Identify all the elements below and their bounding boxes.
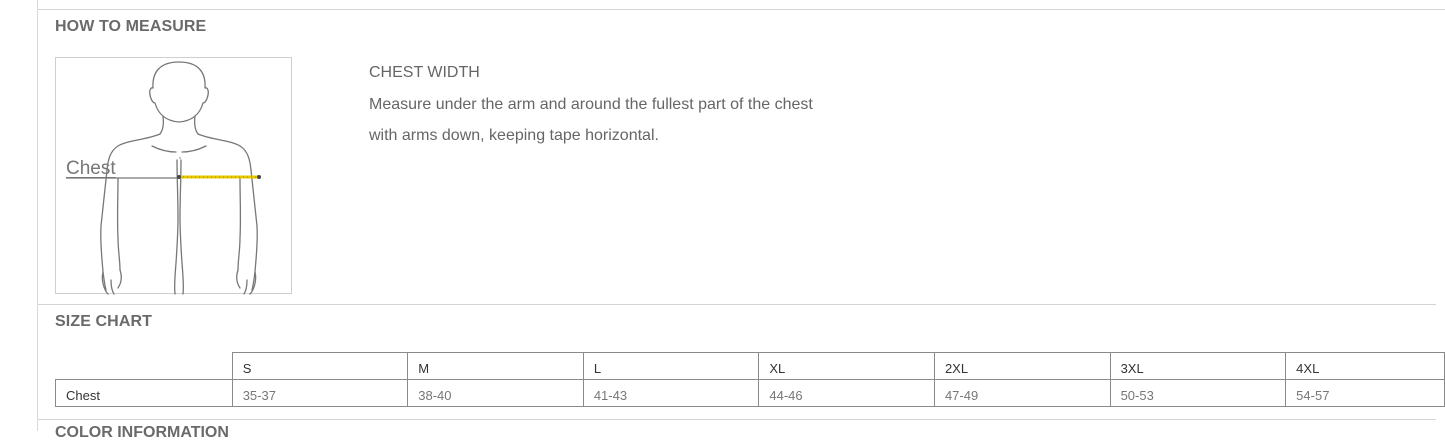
- instruction-line-1: Measure under the arm and around the fullest part of the chest: [369, 96, 813, 113]
- row-label-chest: Chest: [56, 380, 233, 407]
- table-row: [56, 380, 1445, 407]
- measure-title: CHEST WIDTH: [369, 64, 480, 81]
- chest-measure-figure: [55, 57, 292, 294]
- size-header-cell: 4XL: [1286, 353, 1445, 380]
- size-header-cell: L: [583, 353, 759, 380]
- chest-value-cell: 54-57: [1286, 380, 1445, 407]
- divider-top: [38, 9, 1445, 10]
- size-chart-table: [55, 352, 1445, 407]
- left-border: [37, 0, 38, 431]
- size-header-row: [56, 353, 1445, 380]
- divider-bottom: [38, 419, 1436, 420]
- chest-value-cell: 41-43: [583, 380, 759, 407]
- size-header-cell: M: [408, 353, 584, 380]
- chest-value-cell: 47-49: [934, 380, 1110, 407]
- size-header-cell: 2XL: [934, 353, 1110, 380]
- chest-figure-label: Chest: [66, 158, 116, 179]
- size-chart-title: SIZE CHART: [55, 313, 152, 330]
- size-header-cell: 3XL: [1110, 353, 1286, 380]
- size-header-cell: S: [232, 353, 408, 380]
- chest-value-cell: 44-46: [759, 380, 935, 407]
- chest-value-cell: 35-37: [232, 380, 408, 407]
- corner-cell: [56, 353, 233, 380]
- divider-middle: [38, 304, 1436, 305]
- chest-value-cell: 50-53: [1110, 380, 1286, 407]
- color-information-title: COLOR INFORMATION: [55, 424, 229, 441]
- how-to-measure-title: HOW TO MEASURE: [55, 18, 207, 35]
- instruction-line-2: with arms down, keeping tape horizontal.: [369, 127, 659, 144]
- size-header-cell: XL: [759, 353, 935, 380]
- chest-value-cell: 38-40: [408, 380, 584, 407]
